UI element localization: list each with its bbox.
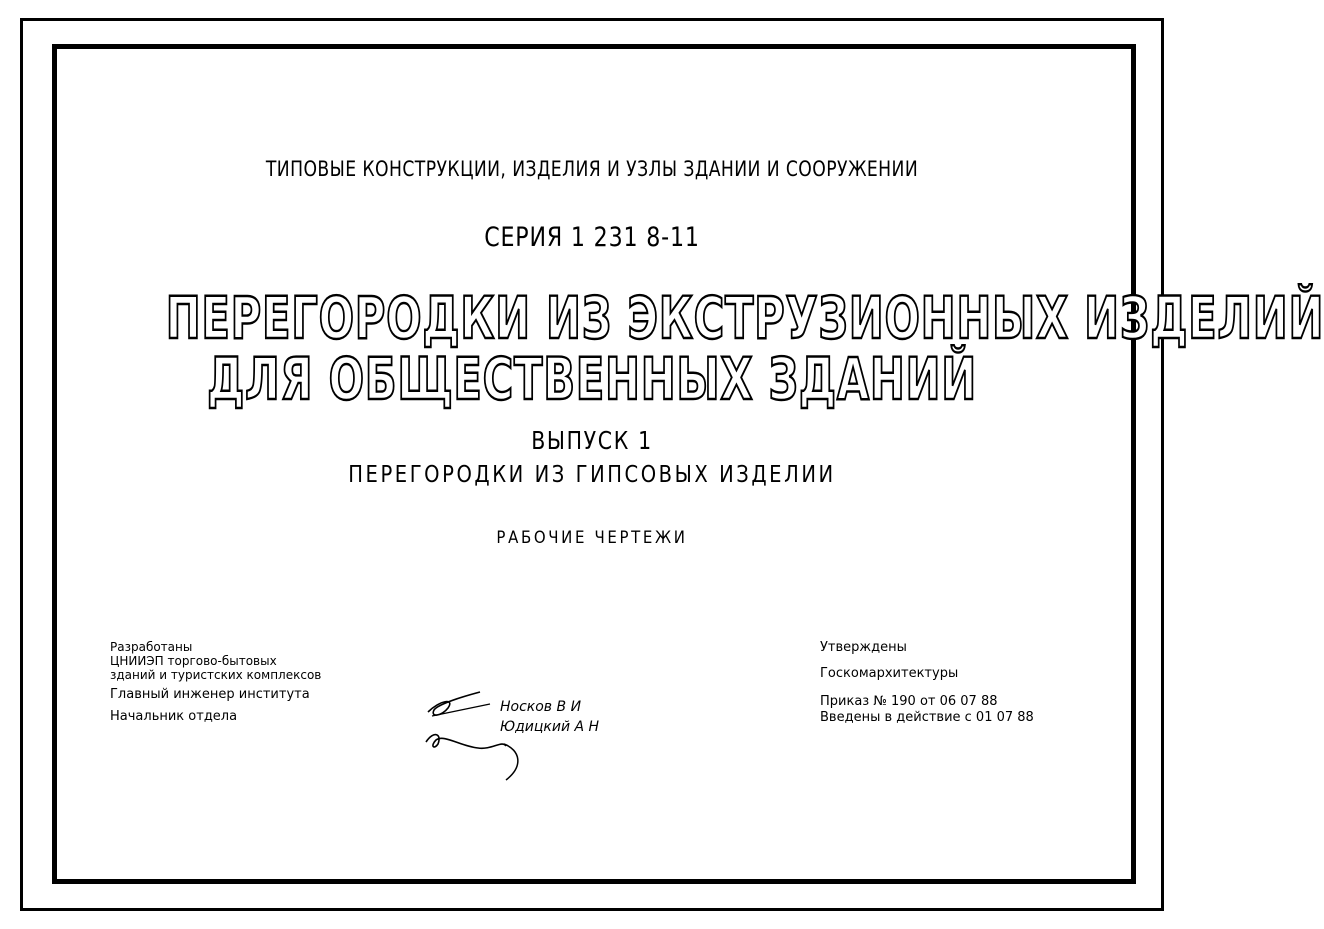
developer-org-line-2: зданий и туристских комплексов: [110, 668, 322, 682]
document-kind: РАБОЧИЕ ЧЕРТЕЖИ: [496, 528, 688, 548]
developer-label: Разработаны: [110, 640, 193, 654]
approval-block: [820, 640, 1034, 726]
signatory-name-1: Носков В И: [500, 699, 582, 715]
series-heading: ТИПОВЫЕ КОНСТРУКЦИИ, ИЗДЕЛИЯ И УЗЛЫ ЗДАНИИ И СООРУЖЕНИИ: [265, 157, 919, 181]
approval-label: Утверждены: [820, 640, 907, 655]
series-number: СЕРИЯ 1 231 8-11: [484, 222, 700, 253]
document-title-line-2: ДЛЯ ОБЩЕСТВЕННЫХ ЗДАНИЙ: [207, 345, 977, 413]
issue-subtitle: ПЕРЕГОРОДКИ ИЗ ГИПСОВЫХ ИЗДЕЛИИ: [348, 462, 836, 488]
developer-org-line-1: ЦНИИЭП торгово-бытовых: [110, 654, 277, 668]
issue-number: ВЫПУСК 1: [531, 426, 653, 455]
approval-order: Приказ № 190 от 06 07 88: [820, 694, 998, 709]
role-department-head: Начальник отдела: [110, 709, 238, 724]
developer-block: [110, 640, 321, 724]
signatory-names: [500, 697, 599, 737]
role-chief-engineer: Главный инженер института: [110, 687, 310, 702]
approval-effective-date: Введены в действие с 01 07 88: [820, 710, 1034, 725]
signatory-name-2: Юдицкий А Н: [500, 719, 600, 735]
approval-org: Госкомархитектуры: [820, 666, 959, 681]
document-title-line-1: ПЕРЕГОРОДКИ ИЗ ЭКСТРУЗИОННЫХ ИЗДЕЛИЙ: [165, 284, 1324, 352]
